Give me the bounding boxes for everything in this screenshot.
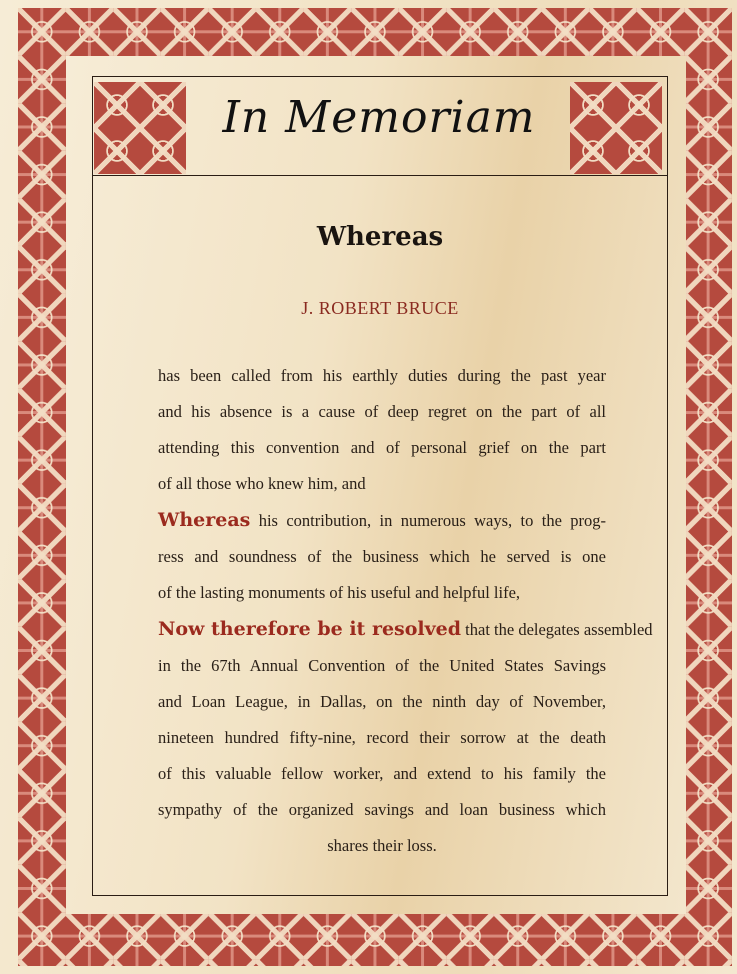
text-line: of the lasting monuments of his useful and helpful life, bbox=[158, 583, 521, 602]
resolved-inline: Now therefore be it resolved bbox=[158, 618, 462, 640]
text-line: attending this convention and of personal grief on the part bbox=[158, 438, 606, 457]
text-line: in the 67th Annual Convention of the United States Savings bbox=[158, 656, 606, 675]
resolution-text bbox=[158, 358, 653, 864]
text-line: sympathy of the organized savings and loan business which bbox=[158, 800, 606, 819]
whereas-heading: Whereas bbox=[316, 222, 444, 252]
text-line: Whereas his contribution, in numerous ways, to the prog- bbox=[158, 509, 606, 531]
ornament-block-left bbox=[94, 82, 186, 174]
text-line: nineteen hundred fifty-nine, record their sorrow at the death bbox=[158, 728, 606, 747]
text-line: and Loan League, in Dallas, on the ninth day of November, bbox=[158, 692, 606, 711]
text-line: ress and soundness of the business which he served is one bbox=[158, 547, 606, 566]
certificate-title: In Memoriam bbox=[222, 92, 536, 143]
text-line: and his absence is a cause of deep regret on the part of all bbox=[158, 402, 606, 421]
text-line: has been called from his earthly duties during the past year bbox=[158, 366, 606, 385]
honoree-name: J. ROBERT BRUCE bbox=[301, 298, 459, 318]
whereas-inline: Whereas bbox=[158, 509, 251, 531]
text-line: of all those who knew him, and bbox=[158, 474, 366, 493]
text-line: shares their loss. bbox=[327, 836, 437, 855]
text-line: Now therefore be it resolved that the delegates assembled bbox=[158, 618, 653, 640]
ornament-block-right bbox=[570, 82, 662, 174]
text-line: of this valuable fellow worker, and extend to his family the bbox=[158, 764, 606, 783]
